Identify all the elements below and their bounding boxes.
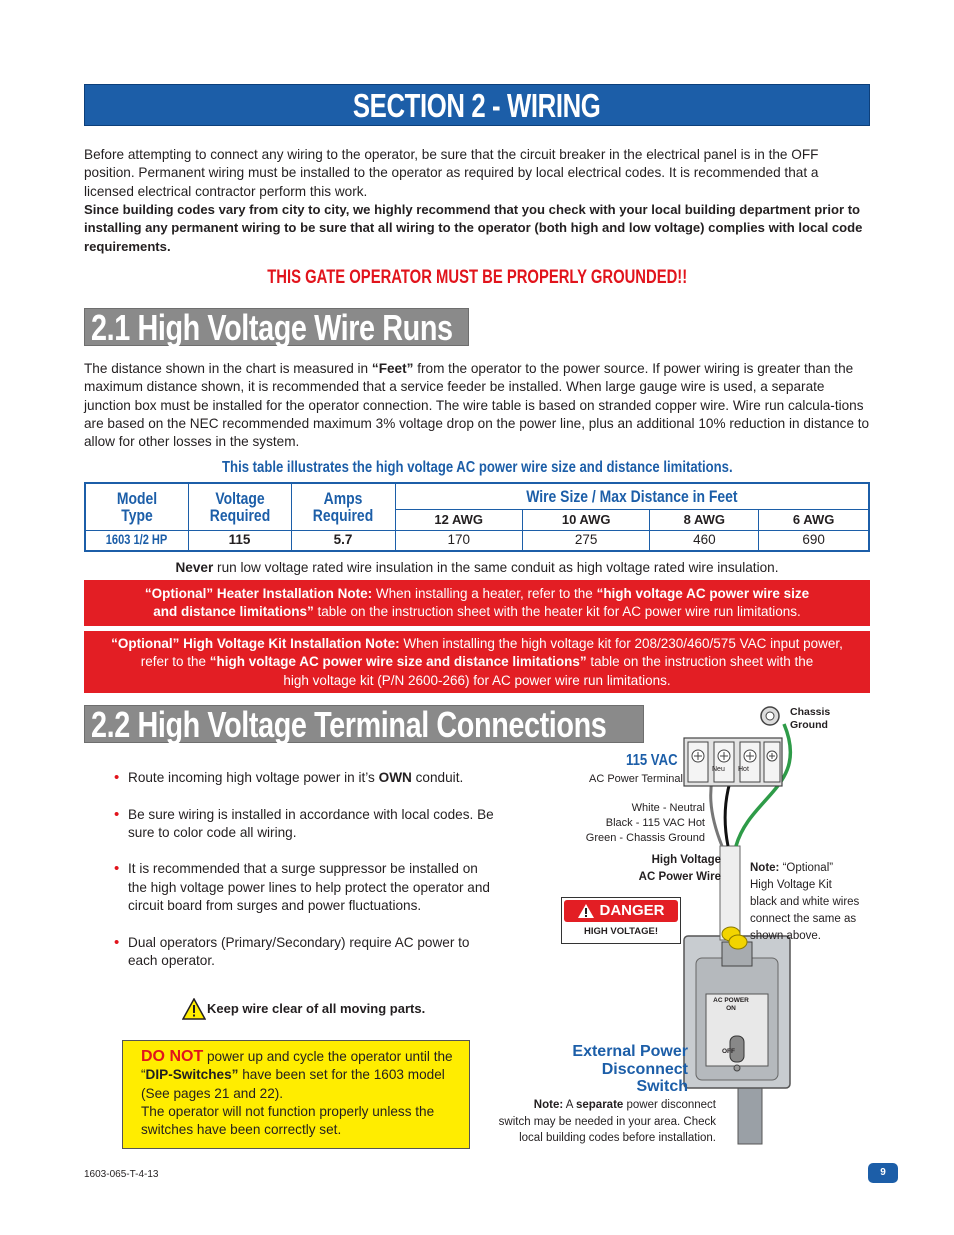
bullet-list [114, 769, 494, 989]
hv-kit-diagram-note: Note: “Optional” High Voltage Kit black and white wires connect the same as shown above. [750, 862, 860, 942]
wire-size-table [84, 482, 870, 552]
header-model: Model Type [85, 483, 188, 530]
dip-switch-warning-box: DO NOT power up and cycle the operator until the “DIP-Switches” have been set for the 1603 model (See pages 21 and 22). The operator will not function properly unless the switches have been correctly set. [122, 1040, 470, 1149]
vac-title: 115 VAC [626, 752, 678, 769]
list-item: • It is recommended that a surge suppressor be installed on the high voltage power lines to help protect the operator and circuit board from surges and power fluctuations. [114, 860, 494, 915]
heater-note-box: “Optional” Heater Installation Note: When installing a heater, refer to the “high voltage AC power wire size and distance limitations” table on the instruction sheet with the heater kit for AC power wire run limitations. [84, 580, 870, 626]
wire-color-legend: White - Neutral Black - 115 VAC Hot Green - Chassis Ground [585, 802, 705, 844]
terminal-neu-label: Neu [712, 766, 725, 773]
cell-distance: 170 [395, 530, 522, 551]
header-gauge: 12 AWG [395, 509, 522, 530]
document-code: 1603-065-T-4-13 [84, 1169, 159, 1180]
cell-voltage: 115 [188, 530, 291, 551]
table-row [85, 530, 869, 551]
external-switch-label: External Power Disconnect Switch [572, 1043, 688, 1095]
terminal-hot-label: Hot [738, 766, 749, 773]
cell-distance: 460 [650, 530, 759, 551]
separate-disconnect-note: Note: A separate power disconnect switch may be needed in your area. Check local building codes before installation. [498, 1099, 716, 1144]
keep-clear-warning: Keep wire clear of all moving parts. [182, 998, 425, 1020]
header-gauge: 10 AWG [522, 509, 649, 530]
chassis-ground-label: Chassis Ground [790, 706, 831, 731]
list-item: • Dual operators (Primary/Secondary) require AC power to each operator. [114, 934, 494, 971]
warning-triangle-icon [182, 998, 206, 1020]
warning-triangle-icon [577, 903, 595, 919]
cell-distance: 690 [759, 530, 869, 551]
section-title: SECTION 2 - WIRING [353, 87, 601, 124]
list-item: • Be sure wiring is installed in accordance with local codes. Be sure to color code all wiring. [114, 806, 494, 843]
header-voltage: Voltage Required [188, 483, 291, 530]
section-21-paragraph: The distance shown in the chart is measured in “Feet” from the operator to the power source. If power wiring is greater than the maximum distance shown, it is recommended that a service feeder be installed. When large gauge wire is used, a separate junction box must be installed for the operator connection. The wire table is based on stranded copper wire. Wire run calcula-tions are based on the NEC recommended maximum 3% voltage drop on the power line, plus an additional 10% reduction in distance to allow for other losses in the system. [84, 361, 870, 450]
intro-bold-paragraph: Since building codes vary from city to city, we highly recommend that you check with your local building department prior to installing any permanent wiring to be sure that all wiring to the operator (both high and low voltage) complies with local code requirements. [84, 202, 863, 254]
never-note: Never run low voltage rated wire insulation in the same conduit as high voltage rated wire insulation. [175, 560, 779, 575]
intro-paragraph: Before attempting to connect any wiring to the operator, be sure that the circuit breaker in the electrical panel is in the OFF position. Permanent wiring must be installed to the operator as required by local electrical codes. It is recommended that a licensed electrical contractor perform this work. [84, 147, 819, 199]
header-wire-group: Wire Size / Max Distance in Feet [395, 483, 869, 509]
cell-distance: 275 [522, 530, 649, 551]
section-header-bar [84, 84, 870, 126]
page-number: 9 [868, 1163, 898, 1183]
cell-model: 1603 1/2 HP [85, 530, 188, 551]
hv-kit-note-box: “Optional” High Voltage Kit Installation Note: When installing the high voltage kit for 208/230/460/575 VAC input power, refer to the “high voltage AC power wire size and distance limitations” table on the instruction sheet with the high voltage kit (P/N 2600-266) for AC power wire run limitations. [84, 631, 870, 693]
header-amps: Amps Required [291, 483, 395, 530]
ac-power-terminal-block [684, 738, 782, 786]
switch-off-label: OFF [722, 1048, 735, 1055]
section-21-title: 2.1 High Voltage Wire Runs [91, 307, 453, 348]
hv-wire-label: High Voltage AC Power Wire [638, 854, 721, 883]
vac-subtitle: AC Power Terminal [589, 773, 683, 785]
cell-amps: 5.7 [291, 530, 395, 551]
table-caption: This table illustrates the high voltage AC power wire size and distance limitations. [221, 459, 733, 476]
list-item: • Route incoming high voltage power in it’s OWN conduit. [114, 769, 494, 787]
header-gauge: 8 AWG [650, 509, 759, 530]
section-21-header [84, 308, 469, 346]
switch-on-label: AC POWER ON [713, 997, 749, 1012]
section-22-title: 2.2 High Voltage Terminal Connections [91, 704, 607, 745]
danger-sign: DANGER HIGH VOLTAGE! [561, 897, 681, 944]
header-gauge: 6 AWG [759, 509, 869, 530]
ground-warning: THIS GATE OPERATOR MUST BE PROPERLY GROUNDED!! [267, 267, 687, 288]
